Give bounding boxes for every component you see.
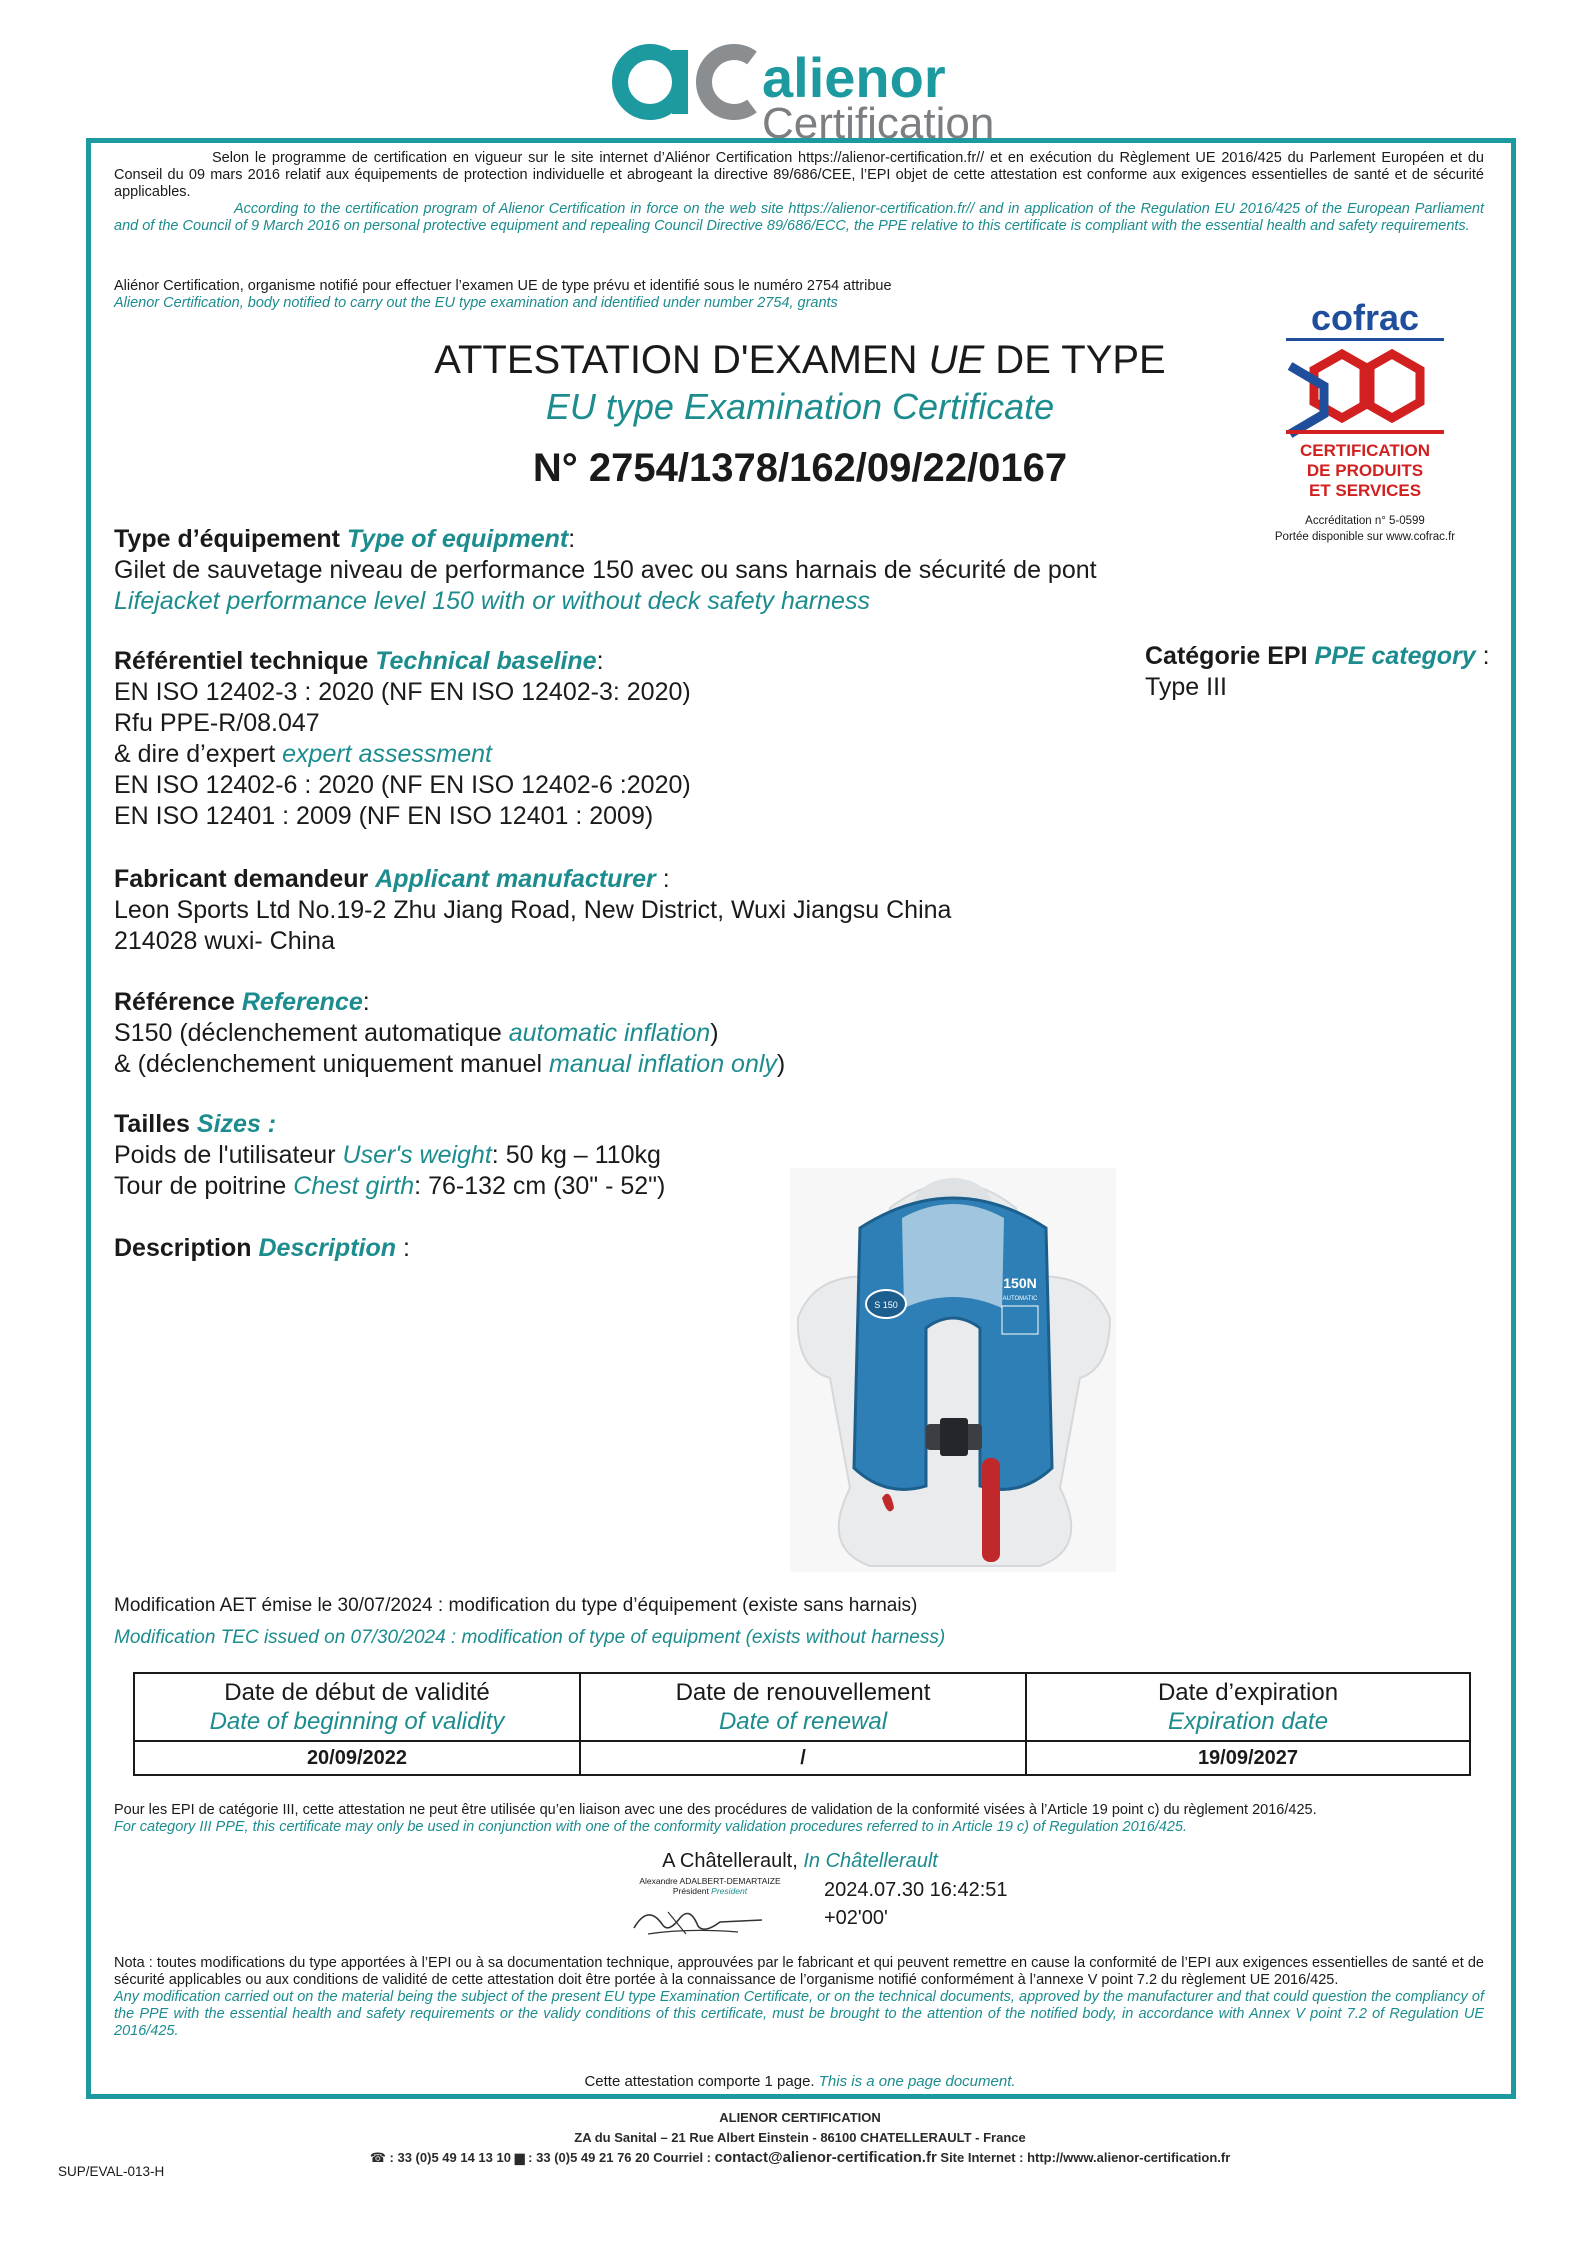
intro-en: According to the certification program of Alienor Certification in force on the web site https://alienor-certification.fr// and in application of the Regulation EU 2016/425 of the European Parliament and of the Council of 9 March 2016 on personal protective equipment and repealing Council Directive 89/686/ECC, the PPE relative to this certificate is compliant with the essential health and safety requirements.	[114, 201, 1484, 234]
cat3-en: For category III PPE, this certificate may only be used in conjunction with one of the conformity validation procedures referred to in Article 19 c) of Regulation 2016/425.	[114, 1819, 1188, 1835]
validity-renewal-value: /	[800, 1747, 806, 1769]
footer	[200, 2108, 1400, 2168]
manufacturer-line1: Leon Sports Ltd No.19-2 Zhu Jiang Road, New District, Wuxi Jiangsu China	[114, 896, 952, 924]
equipment-value-fr: Gilet de sauvetage niveau de performance 150 avec ou sans harnais de sécurité de pont	[114, 556, 1097, 584]
validity-col-expiration	[1027, 1674, 1469, 1774]
page-count-text: Cette attestation comporte 1 page. This is a one page document.	[584, 2073, 1016, 2090]
sizes-weight: Poids de l'utilisateur User's weight: 50 kg – 110kg	[114, 1141, 661, 1169]
notified-en: Alienor Certification, body notified to carry out the EU type examination and identified under number 2754, grants	[114, 295, 838, 311]
cofrac-line2: DE PRODUITS	[1306, 461, 1424, 480]
logo-word-alienor: alienor	[762, 46, 946, 109]
validity-expiration-en: Expiration date	[1167, 1708, 1329, 1735]
description-label: Description Description :	[114, 1234, 410, 1262]
validity-renewal-en: Date of renewal	[718, 1708, 888, 1735]
signer-block	[600, 1876, 820, 1896]
cofrac-accreditation-logo	[1284, 296, 1446, 506]
signer-role: Président President	[672, 1886, 748, 1896]
validity-col-renewal	[581, 1674, 1027, 1774]
footer-web[interactable]: Site Internet : http://www.alienor-certification.fr	[936, 2150, 1231, 2165]
certificate-number: N° 2754/1378/162/09/22/0167	[532, 446, 1068, 490]
modification-text	[114, 1590, 1314, 1654]
baseline-line2: Rfu PPE-R/08.047	[114, 709, 320, 737]
modification-en: Modification TEC issued on 07/30/2024 : modification of type of equipment (exists without harness)	[114, 1627, 946, 1648]
logo-word-certification: Certification	[762, 99, 995, 148]
footer-address: ZA du Sanital – 21 Rue Albert Einstein - 86100 CHATELLERAULT - France	[574, 2130, 1026, 2145]
validity-expiration-fr: Date d’expiration	[1157, 1679, 1339, 1706]
lifejacket-product-image	[790, 1168, 1116, 1572]
validity-col-start	[135, 1674, 581, 1774]
baseline-label: Référentiel technique Technical baseline:	[114, 647, 604, 675]
signer-name: Alexandre ADALBERT-DEMARTAIZE	[639, 1876, 781, 1886]
cofrac-line1: CERTIFICATION	[1299, 441, 1431, 460]
equipment-label: Type d’équipement Type of equipment:	[114, 525, 576, 553]
sizes-label: Tailles Sizes :	[114, 1110, 277, 1138]
validity-renewal-fr: Date de renouvellement	[675, 1679, 931, 1706]
section-baseline	[114, 646, 1114, 832]
cofrac-scope: Portée disponible sur www.cofrac.fr	[1274, 531, 1456, 543]
vest-rating-text: 150N	[1003, 1275, 1037, 1291]
manufacturer-label: Fabricant demandeur Applicant manufacturer :	[114, 865, 670, 893]
section-equipment	[114, 524, 1114, 617]
title-fr	[300, 337, 1300, 383]
footer-email[interactable]: contact@alienor-certification.fr	[714, 2149, 937, 2166]
intro-text	[114, 150, 1484, 235]
footer-contact: ☎ : 33 (0)5 49 14 13 10 ▆ : 33 (0)5 49 21 76 20 Courriel : contact@alienor-certification.fr Site Internet : http://www.alienor-certification.fr	[369, 2149, 1231, 2166]
equipment-value-en: Lifejacket performance level 150 with or without deck safety harness	[114, 587, 870, 615]
manufacturer-line2: 214028 wuxi- China	[114, 927, 335, 955]
footer-company: ALIENOR CERTIFICATION	[719, 2110, 881, 2125]
cat3-fr: Pour les EPI de catégorie III, cette attestation ne peut être utilisée qu’en liaison avec une des procédures de validation de la conformité visées à l’Article 19 point c) du règlement 2016/425.	[114, 1802, 1317, 1818]
signature-date-line2: +02'00'	[824, 1907, 888, 1929]
sizes-chest: Tour de poitrine Chest girth: 76-132 cm (30" - 52")	[114, 1172, 666, 1200]
note-en: Any modification carried out on the material being the subject of the present EU type Examination Certificate, or on the technical documents, approved by the manufacturer and that could question the compliancy of the PPE with the essential health and safety requirements or the validy conditions of this certificate, must be brought to the attention of the notified body, in accordance with Annex V point 7.2 of Regulation UE 2016/425.	[114, 1989, 1484, 2039]
note-fr: Nota : toutes modifications du type apportées à l’EPI ou à sa documentation technique, approuvées par le fabricant et qui peuvent remettre en cause la conformité de l’EPI aux exigences essentielles de santé et de sécurité applicables ou aux conditions de validité de cette attestation doit être portée à la connaissance de l’organisme notifié conformément à l’annexe V point 7.2 du règlement UE 2016/425.	[114, 1955, 1484, 1988]
alienor-logo	[612, 30, 995, 148]
cofrac-logo-text: cofrac	[1310, 297, 1420, 338]
section-reference	[114, 987, 1114, 1080]
category-label: Catégorie EPI PPE category :	[1145, 642, 1490, 670]
handwritten-signature-icon	[628, 1898, 768, 1940]
baseline-line5: EN ISO 12401 : 2009 (NF EN ISO 12401 : 2009)	[114, 802, 654, 830]
validity-start-fr: Date de début de validité	[224, 1679, 490, 1706]
section-ppe-category	[1145, 641, 1525, 703]
validity-start-en: Date of beginning of validity	[209, 1708, 505, 1735]
validity-table	[133, 1672, 1471, 1776]
title-fr-part3: DE TYPE	[984, 338, 1166, 382]
signature-date-line1: 2024.07.30 16:42:51	[824, 1879, 1008, 1901]
signature-date	[824, 1876, 1084, 1932]
intro-fr: Selon le programme de certification en vigueur sur le site internet d’Aliénor Certification https://alienor-certification.fr// et en exécution du Règlement UE 2016/425 du Parlement Européen et du Conseil du 09 mars 2016 relatif aux équipements de protection individuelle et abrogeant la directive 89/686/CEE, l’EPI objet de cette attestation est conforme aux exigences essentielles de santé et de sécurité applicables.	[114, 150, 1484, 200]
title-fr-part2: UE	[928, 338, 985, 382]
reference-label: Référence Reference:	[114, 988, 370, 1016]
category-iii-note	[114, 1802, 1494, 1836]
title-en: EU type Examination Certificate	[545, 386, 1055, 427]
baseline-line4: EN ISO 12402-6 : 2020 (NF EN ISO 12402-6 :2020)	[114, 771, 691, 799]
baseline-line1: EN ISO 12402-3 : 2020 (NF EN ISO 12402-3: 2020)	[114, 678, 691, 706]
vest-badge-text: S 150	[874, 1300, 898, 1310]
document-reference: SUP/EVAL-013-H	[58, 2164, 165, 2179]
baseline-line3: & dire d’expert expert assessment	[114, 740, 492, 768]
validity-start-value: 20/09/2022	[306, 1747, 408, 1769]
nota-text	[114, 1955, 1484, 2040]
cofrac-line3: ET SERVICES	[1308, 481, 1422, 500]
notified-body-text	[114, 278, 1114, 312]
signature-place: A Châtellerault, In Châtellerault	[662, 1850, 938, 1872]
cofrac-accreditation-text	[1230, 513, 1500, 545]
alienor-ac-logo-icon	[612, 36, 762, 122]
title-fr-part1: ATTESTATION D'EXAMEN	[434, 338, 929, 382]
category-value: Type III	[1145, 673, 1227, 701]
notified-fr: Aliénor Certification, organisme notifié pour effectuer l’examen UE de type prévu et identifié sous le numéro 2754 attribue	[114, 278, 892, 294]
section-manufacturer	[114, 864, 1114, 957]
modification-fr: Modification AET émise le 30/07/2024 : modification du type d’équipement (existe sans harnais)	[114, 1595, 918, 1616]
cofrac-accreditation-number: Accréditation n° 5-0599	[1305, 515, 1425, 527]
reference-line1: S150 (déclenchement automatique automatic inflation)	[114, 1019, 719, 1047]
reference-line2: & (déclenchement uniquement manuel manual inflation only)	[114, 1050, 786, 1078]
vest-sub-text: AUTOMATIC	[1002, 1296, 1038, 1302]
validity-expiration-value: 19/09/2027	[1197, 1747, 1299, 1769]
